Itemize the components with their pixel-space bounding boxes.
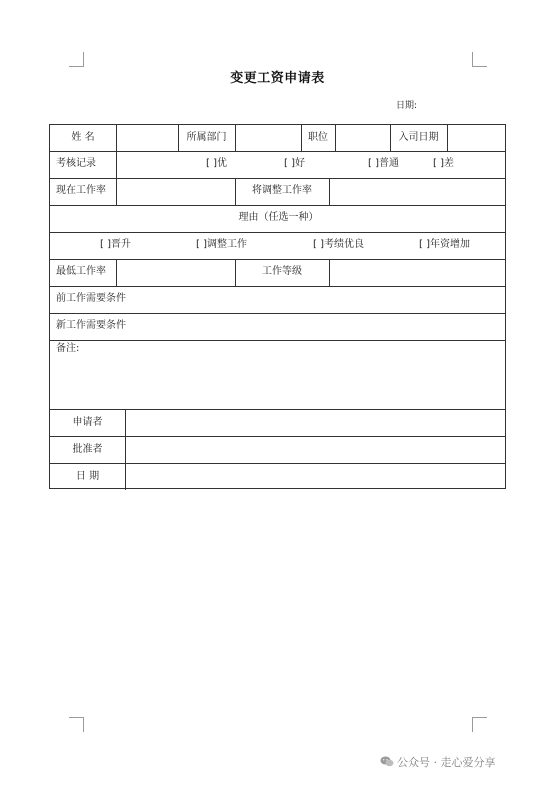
crop-mark-top-left: [69, 52, 84, 67]
col-divider: [116, 151, 117, 178]
col-divider: [116, 259, 117, 286]
row-divider: [50, 340, 505, 341]
col-divider: [329, 178, 330, 205]
col-divider: [116, 125, 117, 151]
option-good-performance[interactable]: [ ]考绩优良: [313, 239, 364, 250]
row-divider: [50, 286, 505, 287]
sign-date-label: 日 期: [75, 471, 100, 482]
document-title: 变更工资申请表: [230, 71, 325, 86]
row-divider: [50, 178, 505, 179]
row-divider: [50, 151, 505, 152]
min-rate-label: 最低工作率: [56, 266, 106, 277]
review-record-label: 考核记录: [56, 158, 96, 169]
col-divider: [235, 125, 236, 151]
option-poor[interactable]: [ ]差: [433, 158, 454, 169]
option-excellent[interactable]: [ ]优: [206, 158, 227, 169]
new-requirements-label: 新工作需要条件: [56, 320, 126, 331]
row-divider: [50, 259, 505, 260]
crop-mark-bottom-right: [472, 717, 487, 732]
row-divider: [50, 463, 505, 464]
crop-mark-bottom-left: [69, 717, 84, 732]
salary-change-form: [49, 124, 506, 489]
wechat-icon: [380, 756, 394, 767]
crop-mark-top-right: [472, 52, 487, 67]
date-label: 日期:: [396, 101, 418, 111]
adjusted-rate-label: 将调整工作率: [252, 185, 312, 196]
col-divider: [329, 259, 330, 286]
row-divider: [50, 313, 505, 314]
department-label: 所属部门: [186, 132, 227, 143]
option-promotion[interactable]: [ ]晋升: [100, 239, 131, 250]
option-job-adjustment[interactable]: [ ]调整工作: [196, 239, 247, 250]
prev-requirements-label: 前工作需要条件: [56, 293, 126, 304]
option-good[interactable]: [ ]好: [284, 158, 305, 169]
hire-date-label: 入司日期: [398, 132, 439, 143]
approver-label: 批准者: [72, 444, 103, 455]
row-divider: [50, 436, 505, 437]
row-divider: [50, 205, 505, 206]
col-divider: [125, 409, 126, 490]
applicant-label: 申请者: [72, 417, 103, 428]
col-divider: [116, 178, 117, 205]
row-divider: [50, 409, 505, 410]
watermark: [380, 754, 496, 770]
job-level-label: 工作等级: [262, 266, 302, 277]
current-rate-label: 现在工作率: [56, 185, 106, 196]
option-normal[interactable]: [ ]普通: [368, 158, 399, 169]
position-label: 职位: [308, 132, 328, 143]
reason-header: 理由（任选一种）: [238, 212, 319, 223]
option-seniority-increase[interactable]: [ ]年资增加: [419, 239, 470, 250]
watermark-text: 公众号 · 走心爱分享: [397, 756, 496, 769]
remarks-label: 备注:: [56, 343, 80, 354]
col-divider: [335, 125, 336, 151]
col-divider: [447, 125, 448, 151]
name-label: 姓 名: [71, 132, 95, 143]
row-divider: [50, 232, 505, 233]
